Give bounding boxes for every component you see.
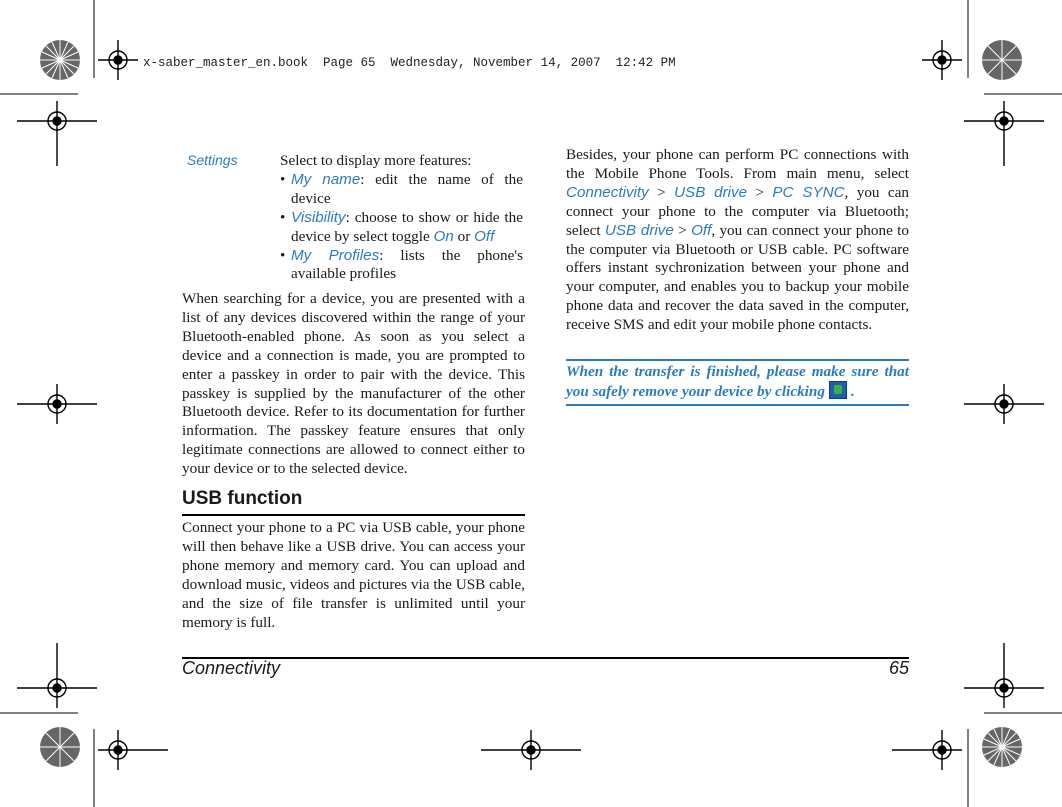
footer-section-title: Connectivity: [182, 658, 281, 678]
text-run: Besides, your phone can perform PC connections with the Mobile Phone Tools. From main menu, select: [566, 146, 909, 182]
print-header-line: x-saber_master_en.book Page 65 Wednesday, November 14, 2007 12:42 PM: [143, 56, 676, 70]
menu-term: Off: [691, 221, 712, 239]
settings-intro: Select to display more features:: [280, 152, 472, 169]
menu-term: My Profiles: [291, 246, 380, 264]
list-item: • My name: edit the name of the device: [280, 170, 523, 207]
safe-removal-note: [566, 359, 909, 406]
list-item-text: : lists the phone's available profiles: [291, 246, 523, 283]
list-item-text: : choose to show or hide the device by select toggle: [291, 208, 523, 245]
settings-label: Settings: [187, 152, 238, 168]
note-end: .: [850, 383, 855, 400]
note-text: When the transfer is finished, please make sure that you safely remove your device by clicking: [566, 363, 909, 400]
list-item: • Visibility: choose to show or hide the device by select toggle On or Off: [280, 208, 523, 245]
menu-term: My name: [291, 170, 361, 188]
footer-divider: [182, 657, 909, 659]
text-run: , you can connect your phone to the computer via Bluetooth; select: [566, 183, 909, 239]
device-search-paragraph: When searching for a device, you are presented with a list of any devices discovered within the range of your Bluetooth-enabled phone. As soon as you select a device and a connection is made, you are prompted to enter a passkey in order to pair with the device. This passkey is supplied by the manufacturer of the other Bluetooth device. Refer to its documentation for further information. The passkey feature ensures that only legitimate connections are allowed to connect either to your device or to the selected device.: [182, 290, 525, 478]
menu-separator: >: [648, 183, 675, 201]
menu-separator: >: [747, 183, 773, 201]
menu-term: USB drive: [674, 183, 748, 201]
settings-description: [280, 152, 523, 284]
page-number: 65: [888, 658, 909, 678]
menu-term: Visibility: [291, 208, 346, 226]
option-off: Off: [474, 227, 495, 245]
menu-term: USB drive: [604, 221, 674, 239]
menu-term: PC SYNC: [772, 183, 845, 201]
section-heading: USB function: [182, 488, 525, 516]
settings-feature-list: [280, 171, 523, 284]
text-run: , you can connect your phone to the computer via Bluetooth or USB cable. PC software offers instant sychronization between your phone and your computer, and enables you to backup your mobile phone data and recover the data saved in the computer, receive SMS and edit your mobile phone contacts.: [566, 221, 909, 334]
menu-term: Connectivity: [566, 183, 649, 201]
safely-remove-hardware-icon: [829, 381, 847, 399]
list-item: • My Profiles: lists the phone's available profiles: [280, 246, 523, 283]
option-on: On: [433, 227, 454, 245]
list-item-text: or: [453, 227, 475, 245]
usb-paragraph: Connect your phone to a PC via USB cable, your phone will then behave like a USB drive. You can access your phone memory and memory card. You can upload and download music, videos and pictures via the USB cable, and the size of file transfer is unlimited until your memory is full.: [182, 519, 525, 631]
pc-connection-paragraph: [566, 146, 909, 335]
menu-separator: >: [673, 221, 692, 239]
list-item-text: : edit the name of the device: [291, 170, 523, 207]
